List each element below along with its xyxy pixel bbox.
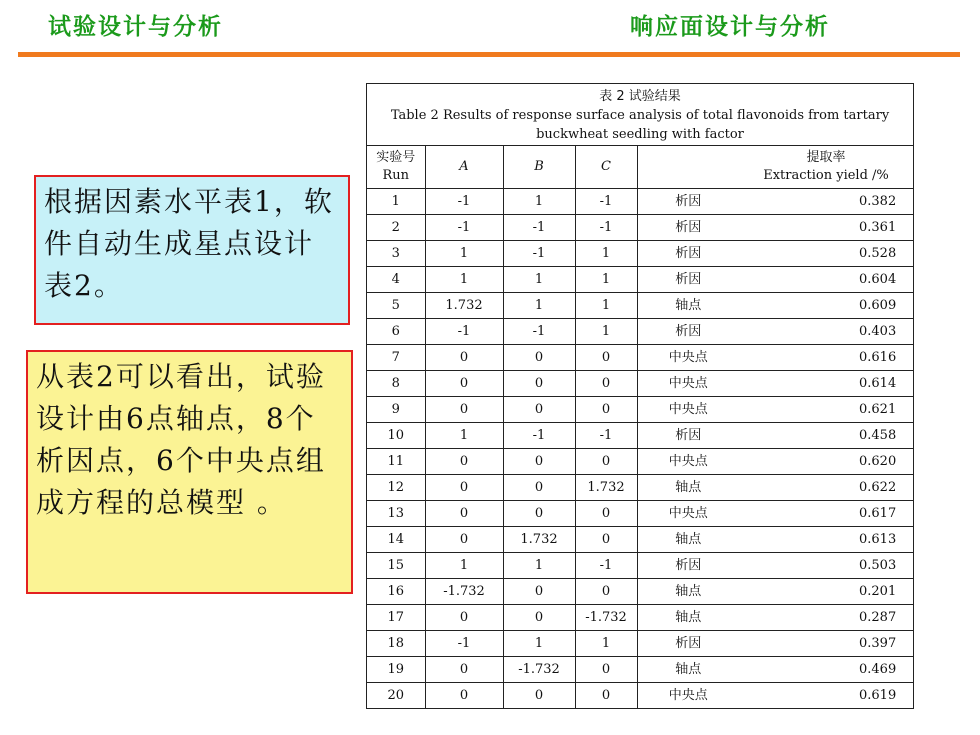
cell-run: 13 xyxy=(367,501,425,527)
table-row xyxy=(367,683,913,709)
cell-yield: 0.614 xyxy=(739,371,913,397)
cell-point-type: 轴点 xyxy=(637,293,739,319)
table-row xyxy=(367,293,913,319)
cell-run: 15 xyxy=(367,553,425,579)
cell-factor-b: 1 xyxy=(503,267,575,293)
cell-point-type: 轴点 xyxy=(637,527,739,553)
cell-factor-c: 1.732 xyxy=(575,475,637,501)
cell-factor-c: 1 xyxy=(575,319,637,345)
cell-run: 18 xyxy=(367,631,425,657)
table-row xyxy=(367,605,913,631)
table-row xyxy=(367,267,913,293)
table-row xyxy=(367,553,913,579)
cell-factor-a: 1 xyxy=(425,267,503,293)
cell-factor-a: 0 xyxy=(425,449,503,475)
table-row xyxy=(367,501,913,527)
cell-factor-b: 1 xyxy=(503,189,575,215)
cell-factor-a: -1 xyxy=(425,319,503,345)
cell-run: 6 xyxy=(367,319,425,345)
header-divider xyxy=(18,52,960,57)
cell-run: 11 xyxy=(367,449,425,475)
cell-factor-a: 0 xyxy=(425,371,503,397)
cell-factor-a: 1 xyxy=(425,553,503,579)
cell-yield: 0.382 xyxy=(739,189,913,215)
cell-factor-c: 0 xyxy=(575,683,637,709)
cell-factor-a: 0 xyxy=(425,345,503,371)
cell-yield: 0.609 xyxy=(739,293,913,319)
header-factor-c: C xyxy=(575,146,637,189)
cell-factor-a: -1 xyxy=(425,189,503,215)
cell-run: 12 xyxy=(367,475,425,501)
cell-factor-a: 0 xyxy=(425,501,503,527)
cell-yield: 0.403 xyxy=(739,319,913,345)
table-row xyxy=(367,215,913,241)
cell-factor-c: 0 xyxy=(575,657,637,683)
cell-factor-a: 1 xyxy=(425,241,503,267)
table-row xyxy=(367,423,913,449)
cell-yield: 0.620 xyxy=(739,449,913,475)
cell-factor-c: -1 xyxy=(575,423,637,449)
cell-run: 16 xyxy=(367,579,425,605)
cell-point-type: 中央点 xyxy=(637,371,739,397)
cell-factor-b: 0 xyxy=(503,371,575,397)
table-row xyxy=(367,631,913,657)
cell-yield: 0.616 xyxy=(739,345,913,371)
cell-factor-b: 0 xyxy=(503,397,575,423)
table-caption-cn: 表 2 试验结果 xyxy=(599,89,681,104)
table-header-row xyxy=(367,146,913,189)
cell-point-type: 中央点 xyxy=(637,397,739,423)
table-row xyxy=(367,475,913,501)
cell-factor-b: 1 xyxy=(503,631,575,657)
header-factor-b: B xyxy=(503,146,575,189)
cell-factor-c: -1 xyxy=(575,189,637,215)
cell-point-type: 轴点 xyxy=(637,657,739,683)
header-yield-cn: 提取率 xyxy=(806,150,846,165)
header-run-cn: 实验号 xyxy=(376,150,416,165)
cell-run: 3 xyxy=(367,241,425,267)
table-row xyxy=(367,345,913,371)
cell-factor-b: 0 xyxy=(503,605,575,631)
cell-factor-b: 1 xyxy=(503,293,575,319)
cell-factor-c: -1 xyxy=(575,553,637,579)
cell-run: 8 xyxy=(367,371,425,397)
cell-factor-a: -1 xyxy=(425,631,503,657)
table-row xyxy=(367,319,913,345)
table-body xyxy=(367,189,913,709)
cell-factor-a: 1 xyxy=(425,423,503,449)
cell-point-type: 析因 xyxy=(637,423,739,449)
table-caption-en: Table 2 Results of response surface analysis of total flavonoids from tartary buckwheat seedling with factor xyxy=(390,108,890,142)
cell-yield: 0.619 xyxy=(859,687,897,703)
cell-point-type: 析因 xyxy=(637,267,739,293)
cell-factor-c: 0 xyxy=(575,579,637,605)
header-right-title: 响应面设计与分析 xyxy=(630,14,830,40)
cell-run: 20 xyxy=(367,683,425,709)
cell-point-type: 中央点 xyxy=(637,501,739,527)
header-run xyxy=(367,146,425,189)
cell-point-type: 析因 xyxy=(637,553,739,579)
cell-yield: 0.361 xyxy=(739,215,913,241)
cell-factor-b: 0 xyxy=(503,579,575,605)
cell-factor-b: -1 xyxy=(503,423,575,449)
cell-point-type: 析因 xyxy=(637,631,739,657)
table-row xyxy=(367,657,913,683)
cell-run: 19 xyxy=(367,657,425,683)
cell-factor-c: 1 xyxy=(575,241,637,267)
cell-factor-a: 1.732 xyxy=(425,293,503,319)
cell-factor-c: 1 xyxy=(575,631,637,657)
cell-yield: 0.622 xyxy=(739,475,913,501)
cell-factor-a: -1 xyxy=(425,215,503,241)
table-row xyxy=(367,371,913,397)
cell-run: 14 xyxy=(367,527,425,553)
cell-factor-b: 1 xyxy=(503,553,575,579)
cell-factor-c: 0 xyxy=(575,397,637,423)
cell-factor-b: -1 xyxy=(503,215,575,241)
cell-yield: 0.621 xyxy=(739,397,913,423)
cell-factor-a: 0 xyxy=(425,605,503,631)
cell-yield: 0.397 xyxy=(739,631,913,657)
cell-run: 9 xyxy=(367,397,425,423)
table-row xyxy=(367,189,913,215)
cell-factor-c: 1 xyxy=(575,293,637,319)
cell-point-type: 析因 xyxy=(637,319,739,345)
cell-yield: 0.617 xyxy=(739,501,913,527)
cell-yield: 0.503 xyxy=(739,553,913,579)
header-factor-a: A xyxy=(425,146,503,189)
cell-yield: 0.613 xyxy=(739,527,913,553)
table-row xyxy=(367,397,913,423)
results-table-container xyxy=(366,83,914,709)
cell-run: 5 xyxy=(367,293,425,319)
table-caption xyxy=(367,84,913,145)
cell-run: 7 xyxy=(367,345,425,371)
cell-factor-a: 0 xyxy=(425,527,503,553)
header-type xyxy=(637,146,739,189)
cell-factor-c: 0 xyxy=(575,371,637,397)
header-yield xyxy=(739,146,913,189)
header-yield-en: Extraction yield /% xyxy=(763,168,889,183)
cell-point-type: 中央点 xyxy=(668,687,708,703)
results-table xyxy=(367,145,913,708)
cell-run: 4 xyxy=(367,267,425,293)
cell-factor-b: 0 xyxy=(503,475,575,501)
cell-factor-b: -1.732 xyxy=(503,657,575,683)
cell-point-type: 轴点 xyxy=(637,475,739,501)
cell-factor-b: -1 xyxy=(503,319,575,345)
cell-factor-a: 0 xyxy=(425,397,503,423)
cell-point-type: 轴点 xyxy=(637,579,739,605)
cell-point-type: 中央点 xyxy=(637,449,739,475)
cell-run: 2 xyxy=(367,215,425,241)
cell-point-type: 析因 xyxy=(637,241,739,267)
cell-yield: 0.287 xyxy=(739,605,913,631)
cell-factor-a: 0 xyxy=(425,683,503,709)
cell-factor-b: 0 xyxy=(503,449,575,475)
callout-model-summary: 从表2可以看出，试验设计由6点轴点，8个析因点，6个中央点组成方程的总模型 。 xyxy=(26,350,353,594)
header-left-title: 试验设计与分析 xyxy=(48,14,223,40)
cell-factor-a: 0 xyxy=(425,657,503,683)
cell-factor-b: 0 xyxy=(503,345,575,371)
table-row xyxy=(367,579,913,605)
cell-run: 10 xyxy=(367,423,425,449)
cell-factor-b: 0 xyxy=(503,683,575,709)
callout-table-note: 根据因素水平表1，软件自动生成星点设计表2。 xyxy=(34,175,350,325)
cell-point-type: 中央点 xyxy=(637,345,739,371)
cell-factor-c: 0 xyxy=(575,449,637,475)
cell-factor-c: -1 xyxy=(575,215,637,241)
cell-run: 1 xyxy=(367,189,425,215)
cell-yield: 0.604 xyxy=(739,267,913,293)
cell-factor-c: 1 xyxy=(575,267,637,293)
cell-factor-c: 0 xyxy=(575,501,637,527)
header-run-en: Run xyxy=(382,168,410,183)
cell-factor-b: -1 xyxy=(503,241,575,267)
cell-factor-b: 1.732 xyxy=(503,527,575,553)
cell-factor-a: -1.732 xyxy=(425,579,503,605)
cell-yield: 0.201 xyxy=(739,579,913,605)
cell-yield: 0.458 xyxy=(739,423,913,449)
cell-factor-b: 0 xyxy=(503,501,575,527)
cell-point-type: 析因 xyxy=(637,215,739,241)
cell-factor-c: 0 xyxy=(575,345,637,371)
cell-yield: 0.469 xyxy=(739,657,913,683)
table-row xyxy=(367,527,913,553)
table-row xyxy=(367,449,913,475)
cell-point-type: 析因 xyxy=(637,189,739,215)
cell-point-type: 轴点 xyxy=(637,605,739,631)
cell-yield: 0.528 xyxy=(739,241,913,267)
cell-factor-c: -1.732 xyxy=(575,605,637,631)
cell-run: 17 xyxy=(367,605,425,631)
cell-factor-a: 0 xyxy=(425,475,503,501)
cell-factor-c: 0 xyxy=(575,527,637,553)
table-row xyxy=(367,241,913,267)
